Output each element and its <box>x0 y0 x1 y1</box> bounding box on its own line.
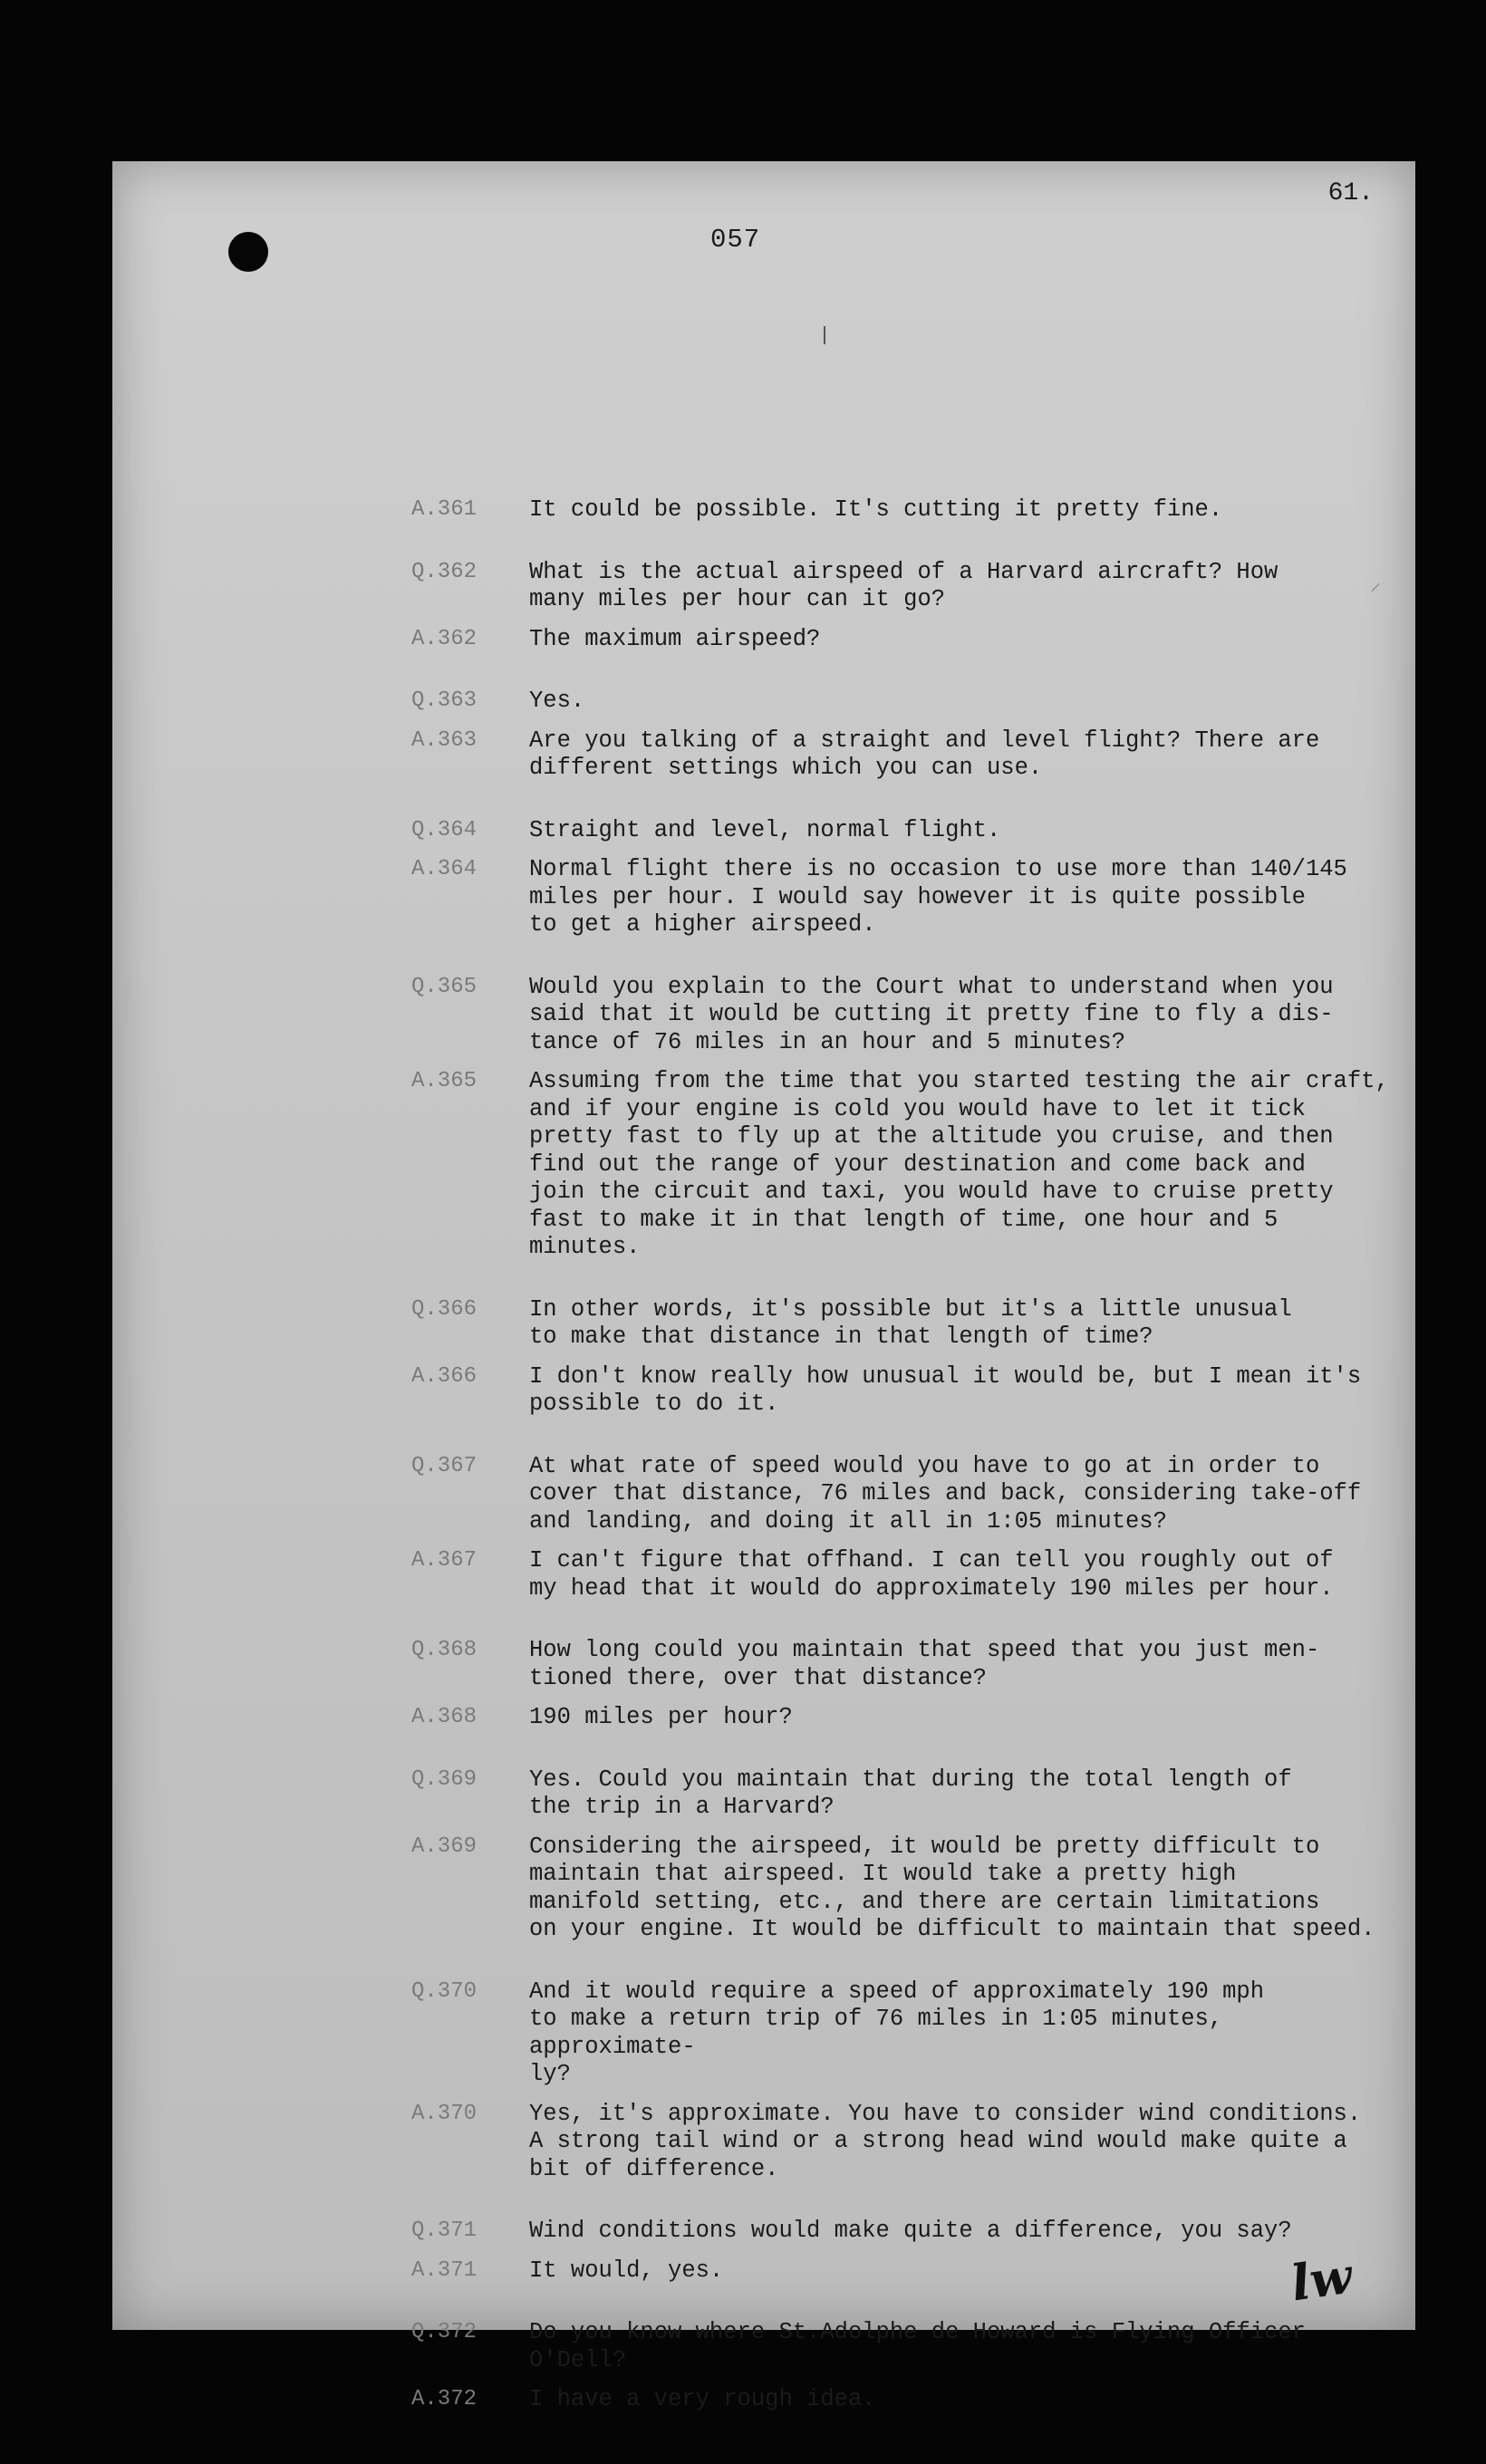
transcript-entry <box>112 559 1415 614</box>
entry-text: Assuming from the time that you started testing the air craft, and if your engine is cold you would have to let it tick pretty fast to fly up at the altitude you cruise, and then find out the range of your destination and come back and join the circuit and taxi, you would have to cruise pretty fast to make it in that length of time, one hour and 5 minutes. <box>529 1068 1389 1260</box>
transcript-entry <box>112 2218 1415 2246</box>
entry-label: A.368 <box>411 1705 478 1729</box>
entry-text: It could be possible. It's cutting it pretty fine. <box>529 496 1223 523</box>
entry-label: A.369 <box>411 1834 478 1859</box>
entry-label: Q.364 <box>411 817 478 842</box>
entry-label: Q.369 <box>411 1766 478 1792</box>
transcript-entry <box>112 2101 1415 2184</box>
transcript-entry <box>112 817 1415 845</box>
entry-text: Yes. <box>529 688 585 714</box>
entry-label: A.363 <box>411 727 478 753</box>
entry-text: Considering the airspeed, it would be pretty difficult to maintain that airspeed. It would take a pretty high manifold setting, etc., and there are certain limitations on your engine. It would be difficult to maintain that speed. <box>529 1833 1375 1942</box>
transcript-entry <box>112 1766 1415 1822</box>
entry-text: The maximum airspeed? <box>529 625 821 652</box>
entry-label: A.366 <box>411 1363 478 1389</box>
entry-label: A.362 <box>411 626 478 651</box>
entry-text: It would, yes. <box>529 2257 724 2284</box>
tick-mark <box>824 326 825 344</box>
transcript-entry <box>112 2386 1415 2414</box>
entry-text: What is the actual airspeed of a Harvard aircraft? How many miles per hour can it go? <box>529 558 1279 612</box>
transcript-entry <box>112 1637 1415 1692</box>
transcript-entry <box>112 1978 1415 2089</box>
entry-text: 190 miles per hour? <box>529 1704 793 1730</box>
transcript-entry <box>112 1363 1415 1419</box>
entry-label: Q.365 <box>411 974 478 999</box>
entry-label: A.367 <box>411 1548 478 1573</box>
entry-label: Q.371 <box>411 2219 478 2243</box>
transcript-entry <box>112 2319 1415 2374</box>
transcript-entry <box>112 1704 1415 1732</box>
entry-text: Straight and level, normal flight. <box>529 816 1001 843</box>
transcript-entry <box>112 1296 1415 1352</box>
entry-text: Do you know where St.Adolphe de Howard is Flying Officer O'Dell? <box>529 2319 1306 2373</box>
entry-label: Q.366 <box>411 1296 478 1322</box>
entry-text: In other words, it's possible but it's a little unusual to make that distance in that length of time? <box>529 1295 1292 1350</box>
entry-label: Q.367 <box>411 1453 478 1478</box>
entry-label: Q.372 <box>411 2320 478 2344</box>
entry-text: Wind conditions would make quite a difference, you say? <box>529 2218 1292 2244</box>
entry-text: Would you explain to the Court what to understand when you said that it would be cutting it pretty fine to fly a dis- tance of 76 miles in an hour and 5 minutes? <box>529 973 1334 1055</box>
transcript-entry <box>112 856 1415 939</box>
punch-hole <box>228 232 268 272</box>
transcript-entry <box>112 496 1415 525</box>
document-number: 057 <box>710 225 761 255</box>
entry-label: A.361 <box>411 497 478 522</box>
entry-label: A.372 <box>411 2387 478 2411</box>
transcript-body <box>112 496 1415 2426</box>
entry-label: A.364 <box>411 857 478 881</box>
transcript-entry <box>112 974 1415 1057</box>
entry-label: Q.370 <box>411 1978 478 2004</box>
entry-text: And it would require a speed of approximately 190 mph to make a return trip of 76 miles in 1:05 minutes, approximate- ly? <box>529 1978 1265 2087</box>
entry-label: A.371 <box>411 2257 478 2283</box>
entry-label: A.370 <box>411 2101 478 2126</box>
transcript-entry <box>112 2257 1415 2286</box>
entry-text: Yes, it's approximate. You have to consider wind conditions. A strong tail wind or a strong head wind would make quite a bit of difference. <box>529 2100 1362 2182</box>
document-page <box>112 161 1415 2412</box>
transcript-entry <box>112 1547 1415 1603</box>
transcript-entry <box>112 1453 1415 1536</box>
entry-text: I don't know really how unusual it would be, but I mean it's possible to do it. <box>529 1362 1362 1417</box>
entry-text: Are you talking of a straight and level flight? There are different settings which you can use. <box>529 727 1320 781</box>
transcript-entry <box>112 688 1415 716</box>
entry-text: How long could you maintain that speed that you just men- tioned there, over that distance? <box>529 1637 1320 1691</box>
transcript-entry <box>112 1068 1415 1262</box>
transcript-entry <box>112 1834 1415 1944</box>
entry-text: At what rate of speed would you have to go at in order to cover that distance, 76 miles and back, considering take-off and landing, and doing it all in 1:05 minutes? <box>529 1452 1362 1535</box>
entry-label: Q.368 <box>411 1638 478 1662</box>
entry-text: I have a very rough idea. <box>529 2386 876 2412</box>
entry-text: Normal flight there is no occasion to use more than 140/145 miles per hour. I would say however it is quite possible to get a higher airspeed. <box>529 856 1347 938</box>
entry-label: Q.362 <box>411 559 478 584</box>
handwritten-initials: lw <box>1287 2246 1356 2313</box>
transcript-entry <box>112 727 1415 783</box>
stray-mark: ⸝ <box>1370 573 1381 597</box>
page-number: 61. <box>1327 179 1374 207</box>
entry-text: Yes. Could you maintain that during the total length of the trip in a Harvard? <box>529 1766 1292 1820</box>
entry-label: Q.363 <box>411 688 478 713</box>
entry-text: I can't figure that offhand. I can tell you roughly out of my head that it would do approximately 190 miles per hour. <box>529 1547 1334 1602</box>
transcript-entry <box>112 626 1415 654</box>
entry-label: A.365 <box>411 1069 478 1093</box>
